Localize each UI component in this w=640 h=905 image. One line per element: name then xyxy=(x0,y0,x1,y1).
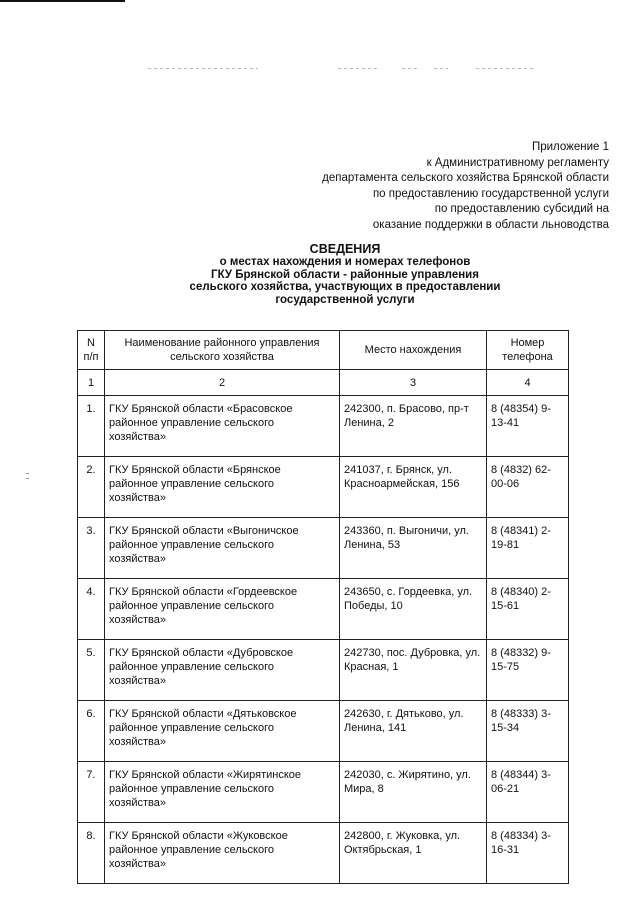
appendix-line: по предоставлению субсидий на xyxy=(434,203,609,216)
office-name: ГКУ Брянской области «Брасовское районное управление сельского хозяйства» xyxy=(105,396,340,457)
office-location: 241037, г. Брянск, ул. Красноармейская, 156 xyxy=(340,457,487,518)
table-row xyxy=(78,579,569,640)
office-phone: 8 (48341) 2-19-81 xyxy=(487,518,569,579)
table-row xyxy=(78,457,569,518)
office-location: 242730, пос. Дубровка, ул. Красная, 1 xyxy=(340,640,487,701)
table-row xyxy=(78,701,569,762)
scan-noise-mark xyxy=(402,68,418,69)
scan-edge-mark xyxy=(26,478,29,479)
office-location: 243360, п. Выгоничи, ул. Ленина, 53 xyxy=(340,518,487,579)
row-number: 5. xyxy=(78,640,105,701)
office-phone: 8 (48344) 3-06-21 xyxy=(487,762,569,823)
office-name: ГКУ Брянской области «Дубровское районное управление сельского хозяйства» xyxy=(105,640,340,701)
heading-line: сельского хозяйства, участвующих в предоставлении xyxy=(189,281,501,294)
column-number: 4 xyxy=(487,370,569,396)
top-scan-rule xyxy=(0,0,125,2)
scan-edge-mark xyxy=(26,473,29,474)
office-phone: 8 (4832) 62-00-06 xyxy=(487,457,569,518)
offices-table xyxy=(77,330,569,884)
office-location: 242630, г. Дятьково, ул. Ленина, 141 xyxy=(340,701,487,762)
header-name: Наименование районного управления сельского хозяйства xyxy=(105,331,340,370)
office-phone: 8 (48334) 3-16-31 xyxy=(487,823,569,884)
header-phone: Номер телефона xyxy=(487,331,569,370)
office-location: 243650, с. Гордеевка, ул. Победы, 10 xyxy=(340,579,487,640)
column-number: 2 xyxy=(105,370,340,396)
office-name: ГКУ Брянской области «Гордеевское районное управление сельского хозяйства» xyxy=(105,579,340,640)
column-number: 1 xyxy=(78,370,105,396)
office-phone: 8 (48354) 9-13-41 xyxy=(487,396,569,457)
office-name: ГКУ Брянской области «Выгоничское районное управление сельского хозяйства» xyxy=(105,518,340,579)
scan-noise-mark xyxy=(148,68,258,69)
document-heading xyxy=(150,243,540,306)
header-num: N п/п xyxy=(78,331,105,370)
table-row xyxy=(78,762,569,823)
table-header-row xyxy=(78,331,569,370)
table-row xyxy=(78,640,569,701)
office-name: ГКУ Брянской области «Дятьковское районное управление сельского хозяйства» xyxy=(105,701,340,762)
heading-line: ГКУ Брянской области - районные управления xyxy=(211,268,479,281)
table-row xyxy=(78,823,569,884)
office-name: ГКУ Брянской области «Брянское районное управление сельского хозяйства» xyxy=(105,457,340,518)
office-phone: 8 (48333) 3-15-34 xyxy=(487,701,569,762)
appendix-note xyxy=(189,140,609,234)
appendix-line: департамента сельского хозяйства Брянской области xyxy=(322,172,609,185)
document-title: СВЕДЕНИЯ xyxy=(309,242,381,256)
office-phone: 8 (48340) 2-15-61 xyxy=(487,579,569,640)
header-location: Место нахождения xyxy=(340,331,487,370)
office-name: ГКУ Брянской области «Жирятинское районное управление сельского хозяйства» xyxy=(105,762,340,823)
office-name: ГКУ Брянской области «Жуковское районное управление сельского хозяйства» xyxy=(105,823,340,884)
row-number: 1. xyxy=(78,396,105,457)
scan-noise-mark xyxy=(338,68,378,69)
row-number: 7. xyxy=(78,762,105,823)
appendix-line: по предоставлению государственной услуги xyxy=(372,187,609,200)
row-number: 4. xyxy=(78,579,105,640)
row-number: 3. xyxy=(78,518,105,579)
office-location: 242030, с. Жирятино, ул. Мира, 8 xyxy=(340,762,487,823)
heading-line: государственной услуги xyxy=(275,293,415,306)
scan-noise-mark xyxy=(476,68,534,69)
office-location: 242300, п. Брасово, пр-т Ленина, 2 xyxy=(340,396,487,457)
scan-noise-mark xyxy=(434,68,448,69)
appendix-line: оказание поддержки в области льноводства xyxy=(372,218,609,231)
row-number: 6. xyxy=(78,701,105,762)
row-number: 2. xyxy=(78,457,105,518)
row-number: 8. xyxy=(78,823,105,884)
table-row xyxy=(78,518,569,579)
table-row xyxy=(78,396,569,457)
column-number-row xyxy=(78,370,569,396)
office-phone: 8 (48332) 9-15-75 xyxy=(487,640,569,701)
appendix-line: Приложение 1 xyxy=(531,141,609,153)
column-number: 3 xyxy=(340,370,487,396)
heading-line: о местах нахождения и номерах телефонов xyxy=(219,256,471,268)
appendix-line: к Административному регламенту xyxy=(426,156,609,169)
office-location: 242800, г. Жуковка, ул. Октябрьская, 1 xyxy=(340,823,487,884)
